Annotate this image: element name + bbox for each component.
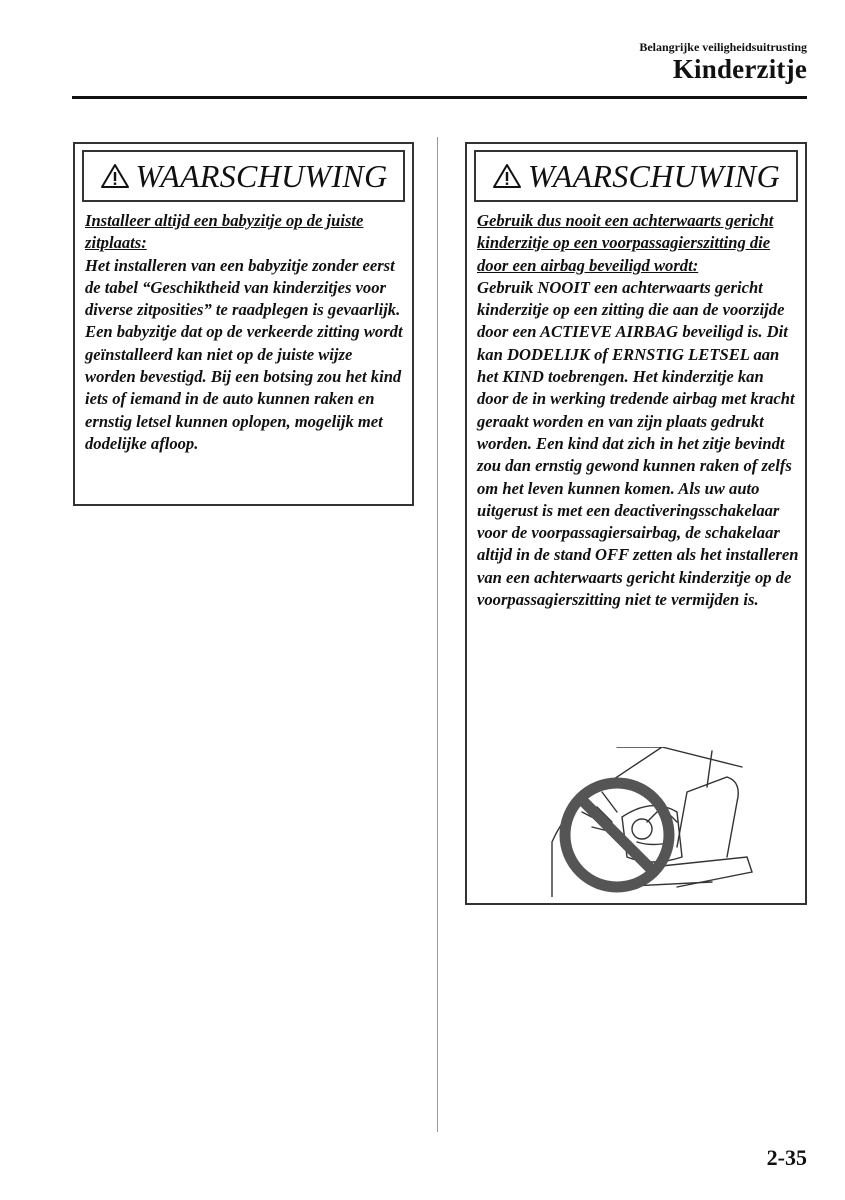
section-title: Belangrijke veiligheidsuitrusting bbox=[639, 40, 807, 54]
warning-header bbox=[474, 150, 798, 202]
warning-header bbox=[82, 150, 405, 202]
warning-body bbox=[85, 210, 406, 455]
rear-facing-seat-prohibited-illustration bbox=[512, 747, 762, 897]
warning-box-left bbox=[73, 142, 414, 506]
warning-box-right bbox=[465, 142, 807, 905]
warning-triangle-icon bbox=[492, 163, 522, 189]
warning-triangle-icon bbox=[100, 163, 130, 189]
header-rule bbox=[72, 96, 807, 99]
chapter-title: Kinderzitje bbox=[672, 54, 807, 84]
column-divider bbox=[437, 137, 438, 1132]
warning-lead: Gebruik dus nooit een achterwaarts gericht kinderzitje op een voorpassagierszitting die door een airbag beveiligd wordt: bbox=[477, 211, 774, 275]
warning-text: Het installeren van een babyzitje zonder eerst de tabel “Geschiktheid van kinderzitjes voor diverse zitposities” te raadplegen is gevaarlijk. Een babyzitje dat op de verkeerde zitting wordt geïnstalleerd kan niet op de juiste wijze worden bevestigd. Bij een botsing zou het kind iets of iemand in de auto kunnen raken en ernstig letsel kunnen oplopen, mogelijk met dodelijke afloop. bbox=[85, 255, 403, 453]
warning-body bbox=[477, 210, 799, 611]
warning-text: Gebruik NOOIT een achterwaarts gericht kinderzitje op een zitting die aan de voorzijde door een ACTIEVE AIRBAG beveiligd is. Dit kan DODELIJK of ERNSTIG LETSEL aan het KIND toebrengen. Het kinderzitje kan door de in werking tredende airbag met kracht geraakt worden en van zijn plaats gedrukt worden. Een kind dat zich in het zitje bevindt zou dan ernstig gewond kunnen raken of zelfs om het leven kunnen komen. Als uw auto uitgerust is met een deactiveringsschakelaar voor de voorpassagiersairbag, de schakelaar altijd in de stand OFF zetten als het installeren van een achterwaarts gericht kinderzitje op de voorpassagierszitting niet te vermijden is. bbox=[477, 277, 799, 610]
page-number: 2-35 bbox=[766, 1145, 807, 1170]
warning-title: WAARSCHUWING bbox=[528, 157, 780, 194]
warning-title: WAARSCHUWING bbox=[135, 157, 388, 194]
warning-lead: Installeer altijd een babyzitje op de juiste zitplaats: bbox=[85, 211, 364, 253]
